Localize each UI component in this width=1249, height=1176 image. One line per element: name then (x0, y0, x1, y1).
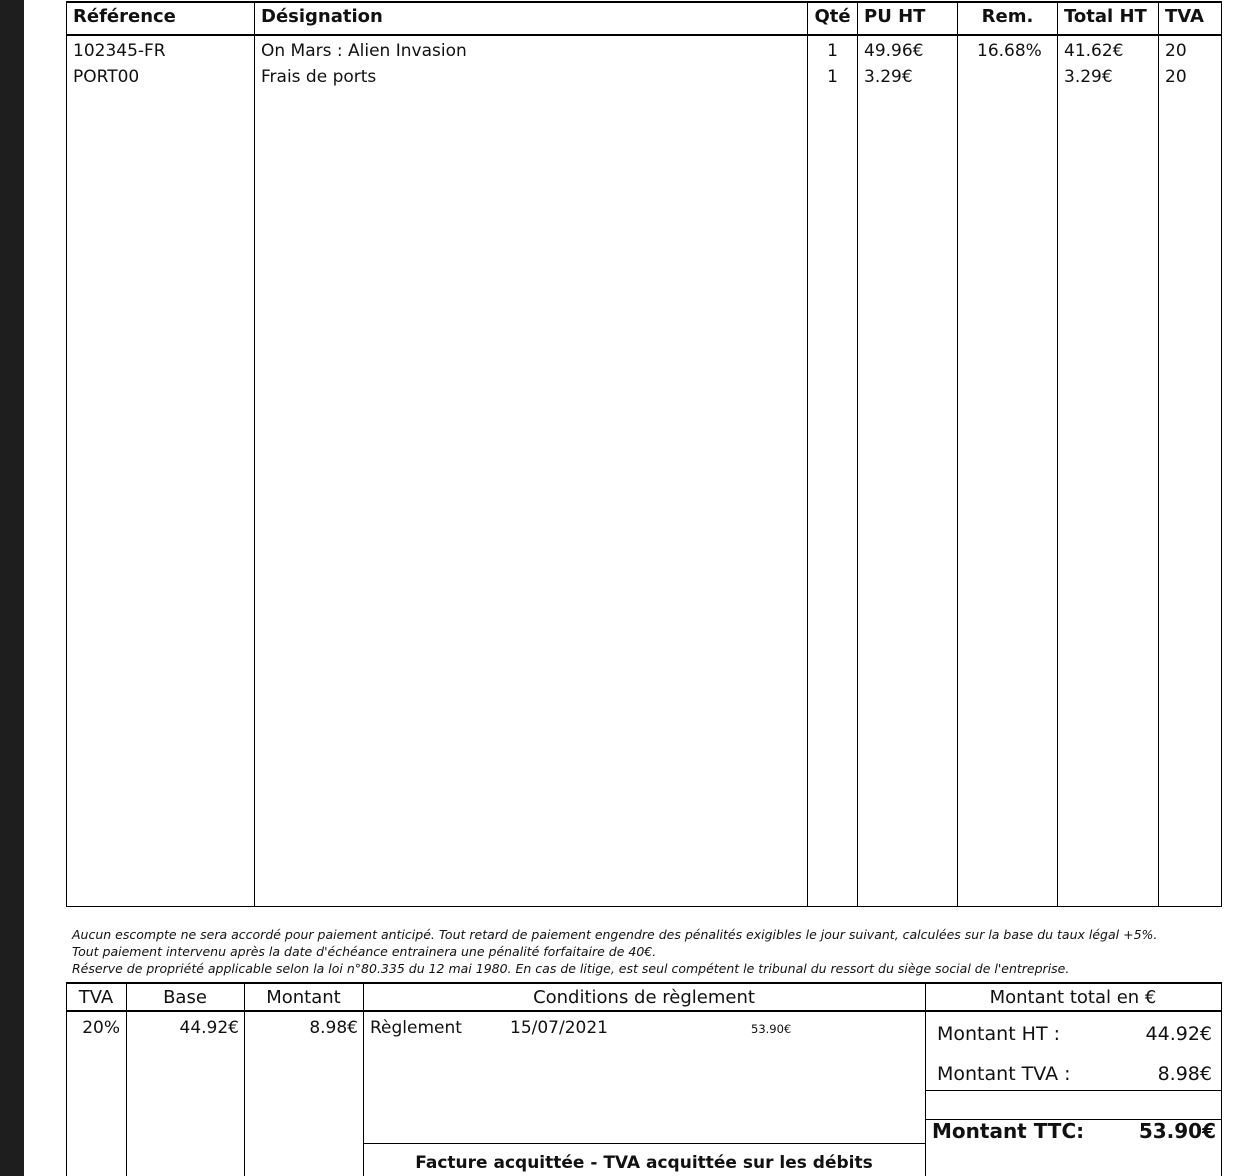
vat-amount: 8.98€ (309, 1018, 358, 1038)
header-reference: Référence (73, 6, 176, 27)
header-tva: TVA (1165, 6, 1204, 27)
payment-label: Règlement (370, 1018, 462, 1038)
legal-line: Réserve de propriété applicable selon la loi n°80.335 du 12 mai 1980. En cas de litige, est seul compétent le tribunal du ressort du siège social de l'entreprise. (72, 961, 1070, 976)
total-ht-label: Montant HT : (937, 1023, 1061, 1045)
viewer-left-edge (0, 0, 24, 1176)
vat-header-base: Base (163, 987, 207, 1008)
header-discount: Rem. (981, 6, 1034, 27)
cell-unit-price: 3.29€ (864, 67, 913, 87)
legal-line: Aucun escompte ne sera accordé pour paiement anticipé. Tout retard de paiement engendre des pénalités exigibles le jour suivant, calculées sur la base du taux légal +5%. (72, 927, 1158, 942)
vat-rate: 20% (82, 1018, 120, 1038)
cell-total-ht: 3.29€ (1064, 67, 1113, 87)
cell-reference: 102345-FR (73, 41, 166, 61)
vat-header-tva: TVA (78, 987, 114, 1008)
vat-header-conditions: Conditions de règlement (533, 987, 755, 1008)
vat-header-total: Montant total en € (989, 987, 1157, 1008)
cell-reference: PORT00 (73, 67, 140, 87)
cell-discount: 16.68% (977, 41, 1042, 61)
header-designation: Désignation (261, 6, 383, 27)
vat-base: 44.92€ (179, 1018, 239, 1038)
cell-qty: 1 (827, 67, 838, 87)
cell-tva: 20 (1165, 67, 1187, 87)
vat-header-montant: Montant (266, 987, 341, 1008)
total-ttc-label: Montant TTC: (932, 1119, 1085, 1143)
cell-total-ht: 41.62€ (1064, 41, 1124, 61)
cell-designation: Frais de ports (261, 67, 377, 87)
cell-qty: 1 (827, 41, 838, 61)
payment-date: 15/07/2021 (510, 1018, 608, 1038)
legal-line: Tout paiement intervenu après la date d'échéance entrainera une pénalité forfaitaire de 40€. (72, 944, 657, 959)
total-ht-value: 44.92€ (1145, 1023, 1212, 1045)
payment-amount: 53.90€ (751, 1022, 792, 1036)
total-ttc-value: 53.90€ (1138, 1119, 1216, 1143)
total-tva-label: Montant TVA : (937, 1063, 1071, 1085)
invoice-paid-note: Facture acquittée - TVA acquittée sur les débits (415, 1153, 873, 1173)
total-tva-value: 8.98€ (1157, 1063, 1212, 1085)
header-unit-price: PU HT (864, 6, 926, 27)
cell-unit-price: 49.96€ (864, 41, 924, 61)
header-total-ht: Total HT (1064, 6, 1147, 27)
cell-designation: On Mars : Alien Invasion (261, 41, 467, 61)
cell-tva: 20 (1165, 41, 1187, 61)
header-qty: Qté (814, 6, 851, 27)
